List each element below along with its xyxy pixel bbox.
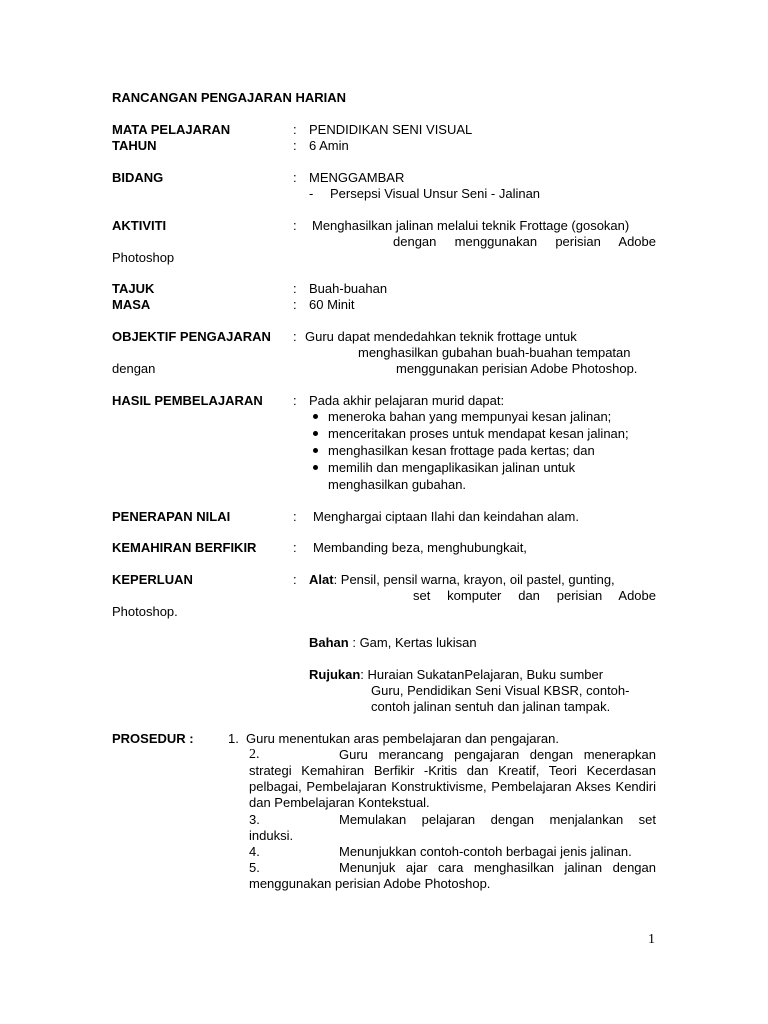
colon: : [293,218,297,233]
step-text: Guru merancang pengajaran dengan menerapkan [339,747,656,762]
alat-line3: Photoshop. [112,604,178,619]
masa-value: 60 Minit [309,297,355,312]
step-text: Menunjuk ajar cara menghasilkan jalinan dengan [339,860,656,875]
objektif-label: OBJEKTIF PENGAJARAN [112,329,271,344]
penerapan-label: PENERAPAN NILAI [112,509,231,524]
kemahiran-value: Membanding beza, menghubungkait, [313,540,527,555]
colon: : [293,572,297,587]
step-number: 4. [249,844,260,859]
step-number: 5. [249,860,260,875]
colon: : [293,329,297,344]
bidang-value: MENGGAMBAR [309,170,405,185]
rujukan-label: Rujukan [309,667,361,682]
penerapan-value: Menghargai ciptaan Ilahi dan keindahan alam. [313,509,579,524]
page-number: 1 [648,932,655,947]
colon: : [293,122,297,137]
colon: : [293,540,297,555]
aktiviti-line2: dengan menggunakan perisian Adobe [393,234,656,249]
objektif-line3-right: menggunakan perisian Adobe Photoshop. [396,361,638,376]
kemahiran-label: KEMAHIRAN BERFIKIR [112,540,257,555]
bidang-sub: Persepsi Visual Unsur Seni - Jalinan [330,186,541,201]
prosedur-label: PROSEDUR : [112,731,194,746]
bidang-label: BIDANG [112,170,164,185]
step-text-continued: strategi Kemahiran Berfikir -Kritis dan Kreatif, Teori Kecerdasan pelbagai, Pembelajaran Konstruktivisme, Pembelajaran Akses Kendiri dan Pembelajaran Kontekstual. [249,763,656,810]
hasil-item: menceritakan proses untuk mendapat kesan jalinan; [328,426,629,441]
bullet-icon [313,465,318,470]
masa-label: MASA [112,297,151,312]
tahun-value: 6 Amin [309,138,349,153]
hasil-item: menghasilkan kesan frottage pada kertas; dan [328,443,595,458]
step-text-continued: menggunakan perisian Adobe Photoshop. [249,876,491,891]
step-text: Guru menentukan aras pembelajaran dan pengajaran. [246,731,559,746]
bahan-line [309,635,477,651]
step-number: 1. [228,731,239,746]
hasil-label: HASIL PEMBELAJARAN [112,393,263,408]
aktiviti-label: AKTIVITI [112,218,167,233]
colon: : [293,170,297,185]
step-text: Memulakan pelajaran dengan menjalankan set [339,812,656,827]
mata-pelajaran-label: MATA PELAJARAN [112,122,231,137]
bullet-icon [313,448,318,453]
keperluan-label: KEPERLUAN [112,572,193,587]
colon: : [293,297,297,312]
hasil-item: memilih dan mengaplikasikan jalinan untuk [328,460,576,475]
page-title: RANCANGAN PENGAJARAN HARIAN [112,90,347,105]
colon: : [293,281,297,296]
step-text: Menunjukkan contoh-contoh berbagai jenis jalinan. [339,844,632,859]
colon: : [293,509,297,524]
step-number: 3. [249,812,260,827]
objektif-line1: Guru dapat mendedahkan teknik frottage untuk [305,329,577,344]
bahan-label: Bahan [309,635,349,650]
hasil-item: meneroka bahan yang mempunyai kesan jalinan; [328,409,612,424]
alat-line2: set komputer dan perisian Adobe [413,588,656,603]
alat-label: Alat [309,572,334,587]
step-text-continued: induksi. [249,828,294,843]
aktiviti-line1: Menghasilkan jalinan melalui teknik Frottage (gosokan) [312,218,630,233]
hasil-intro: Pada akhir pelajaran murid dapat: [309,393,505,408]
step-number: 2. [249,747,260,762]
alat-text: : Pensil, pensil warna, krayon, oil pastel, gunting, [333,572,615,587]
colon: : [293,393,297,408]
hasil-item-continued: menghasilkan gubahan. [328,477,467,492]
rujukan-line2: Guru, Pendidikan Seni Visual KBSR, contoh- [371,683,630,698]
colon: : [293,138,297,153]
objektif-line3-left: dengan [112,361,156,376]
rujukan-line1 [309,667,603,683]
objektif-line2: menghasilkan gubahan buah-buahan tempatan [358,345,631,360]
bullet-icon [313,431,318,436]
bidang-dash: - [309,186,314,201]
rujukan-line3: contoh jalinan sentuh dan jalinan tampak. [371,699,611,714]
tajuk-label: TAJUK [112,281,155,296]
bahan-value: : Gam, Kertas lukisan [348,635,477,650]
rujukan-text: : Huraian SukatanPelajaran, Buku sumber [360,667,604,682]
tajuk-value: Buah-buahan [309,281,388,296]
aktiviti-line3: Photoshop [112,250,175,265]
tahun-label: TAHUN [112,138,157,153]
alat-line1 [309,572,615,588]
bullet-icon [313,414,318,419]
mata-pelajaran-value: PENDIDIKAN SENI VISUAL [309,122,473,137]
